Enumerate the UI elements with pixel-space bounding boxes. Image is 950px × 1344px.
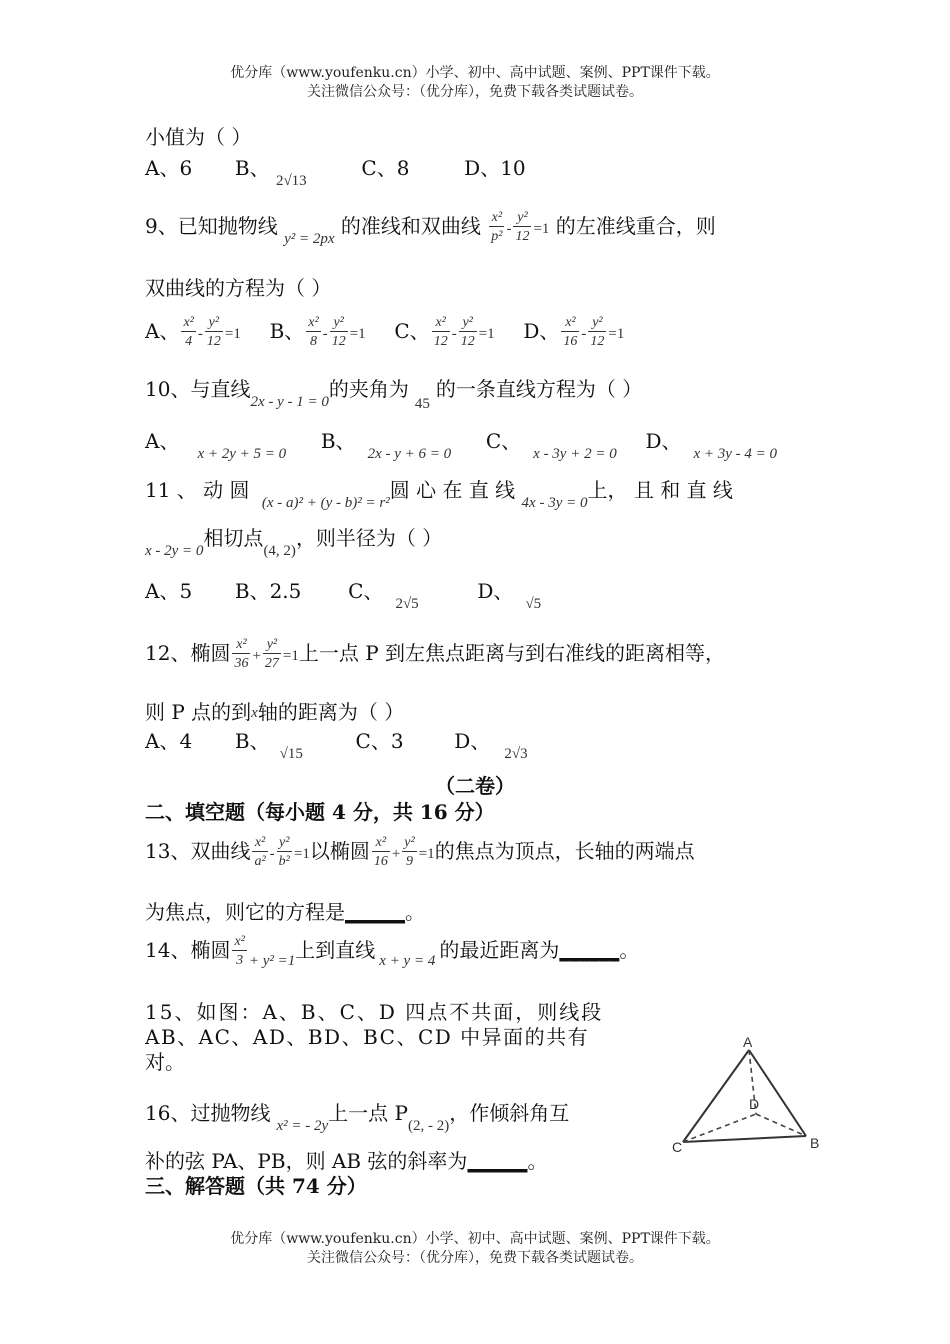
q12-rhs: =1 [282,648,299,664]
vertex-d-label: D [749,1096,760,1112]
q16-end: ，作倾斜角互 [449,1101,570,1125]
q12-option-c: C、3 [355,729,404,753]
q14-start: 14、椭圆 [145,938,231,962]
q12-end: 上一点 P 到左焦点距离与到右准线的距离相等， [298,641,726,665]
q13-mid: 以椭圆 [309,839,370,863]
q12-option-a: A、4 [145,729,193,753]
q8-option-b-math: 2√13 [275,173,307,189]
q9-options [145,314,624,351]
q12-line2-b: 轴的距离为（ ） [257,700,405,724]
q13-stem: 13、双曲线 $\frac{\text{x²}}{\text{a²}}$ - $\frac{\text{y²}}{\text{b²}}$ =1以椭圆 $\frac{\text{x²}}{16}$ + $\frac{\text{y²}}{9}$ =1的焦点为顶点，长轴的两端点 [145,835,695,869]
q12-frac-2: $\frac{\text{y²}}{27}$ [264,637,279,671]
q12-option-d-label: D、 [454,729,491,753]
q14-line: x + y = 4 [379,953,436,969]
q16-point: (2, - 2) [407,1118,450,1134]
edge-ab [749,1050,806,1136]
q9-mid: 的准线和双曲线 [340,214,481,238]
q11-line2-text1: 相切点 [203,526,264,550]
q13-hyperbola-frac-2: $\frac{\text{y²}}{\text{b²}}$ [278,835,290,869]
q13-ellipse-rhs: =1 [418,846,435,862]
q13-hyperbola-rhs: =1 [293,846,310,862]
q13-answer-blank: ______ [345,900,405,924]
tetrahedron-figure [668,1032,828,1168]
q9-option-c: C、 $\frac{\text{x²}}{12}$ - $\frac{\text{y²}}{12}$ =1 [394,315,495,349]
q8-options [145,152,526,189]
q13-ellipse-frac-1: $\frac{\text{x²}}{16}$ [373,835,388,869]
q14-stem [145,933,639,970]
section-3-title: 三、解答题（共 74 分） [145,1174,367,1198]
vertex-b-label: B [810,1135,820,1151]
q9-option-a: A、 $\frac{\text{x²}}{4}$ - $\frac{\text{y²}}{12}$ =1 [145,315,241,349]
q14-tail: + y² =1 [248,953,296,969]
q16-answer-blank: ______ [467,1149,528,1173]
q11-options [145,575,542,612]
q8-option-b-label: B、 [234,156,270,180]
q16-parabola: x² = - 2y [276,1118,329,1134]
q10-option-a-label: A、 [145,429,180,453]
q12-line2-a: 则 P 点的到 [145,700,252,724]
q9-hyperbola-rhs: =1 [533,221,550,237]
q12-frac-1: $\frac{\text{x²}}{36}$ [234,637,249,671]
q11-line2-text2: ，则半径为（ ） [295,526,443,550]
q9-start: 9、已知抛物线 [145,214,278,238]
header-line-2: 关注微信公众号：（优分库），免费下载各类试题试卷。 [307,84,643,100]
q10-options [145,425,778,462]
q10-option-c-label: C、 [485,429,522,453]
q11-end: 上， 且 和 直 线 [587,478,733,502]
q11-line: 4x - 3y = 0 [521,495,588,511]
footer-line-1: 优分库（www.youfenku.cn）小学、初中、高中试题、案例、PPT课件下载。 [230,1231,720,1247]
page-footer [0,1230,950,1268]
q11-start: 11 、 动 圆 [145,478,250,502]
q14-mid: 上到直线 [295,938,376,962]
q9-line2: 双曲线的方程为（ ） [145,276,332,300]
q16-mid: 上一点 P [328,1101,408,1125]
q12-option-d-math: 2√3 [504,746,528,762]
q16-stem [145,1097,570,1134]
part-two-heading: （二卷） [435,774,515,798]
q13-line2-text: 为焦点，则它的方程是 [145,900,345,924]
q14-answer-blank: ______ [559,938,620,962]
q11-option-d-label: D、 [477,579,514,603]
q9-stem: 9、已知抛物线 $_{y^2 = 2px}$ 的准线和双曲线 $\frac{\text{x²}}{\text{p²}}$ - $\frac{\text{y²}}{12}$ =1 的左准线重合，则 [145,210,716,247]
q10-start: 10、与直线 [145,377,251,401]
q9-option-d: D、 $\frac{\text{x²}}{16}$ - $\frac{\text{y²}}{12}$ =1 [523,315,625,349]
q12-option-b-label: B、 [234,729,270,753]
q13-line2-end: 。 [405,900,425,924]
q10-option-b-label: B、 [320,429,356,453]
q8-tail: 小值为（ ） [145,125,252,149]
header-line-1: 优分库（www.youfenku.cn）小学、初中、高中试题、案例、PPT课件下载。 [230,65,720,81]
vertex-c-label: C [672,1139,683,1155]
q11-mid: 圆 心 在 直 线 [389,478,516,502]
q13-line2 [145,896,425,925]
vertex-a-label: A [743,1034,753,1050]
q9-option-b: B、 $\frac{\text{x²}}{8}$ - $\frac{\text{y²}}{12}$ =1 [269,315,366,349]
edge-cb [683,1136,806,1142]
q12-start: 12、椭圆 [145,641,231,665]
q10-option-c-math: x - 3y + 2 = 0 [533,446,617,462]
q11-point: (4, 2) [263,543,296,559]
q13-end: 的焦点为顶点，长轴的两端点 [434,839,695,863]
q14-end: 的最近距离为 [439,938,560,962]
q10-mid: 的夹角为 [328,377,409,401]
q8-option-d: D、10 [464,156,526,180]
q13-hyperbola-frac-1: $\frac{\text{x²}}{\text{a²}}$ [254,835,266,869]
q15-line-1: 15、如图：A、B、C、D 四点不共面，则线段 [145,1000,604,1024]
q15-line-2: AB、AC、AD、BD、BC、CD 中异面的共有 [145,1025,590,1049]
q10-stem [145,373,643,412]
footer-line-2: 关注微信公众号：（优分库），免费下载各类试题试卷。 [307,1250,643,1266]
q11-stem [145,474,733,511]
q11-option-d-math: √5 [525,596,542,612]
q14-frac: $\frac{\text{x²}}{3}$ [234,934,245,968]
q10-line: 2x - y - 1 = 0 [250,394,329,410]
q13-start: 13、双曲线 [145,839,251,863]
q16-start: 16、过抛物线 [145,1101,271,1125]
q9-end: 的左准线重合，则 [555,214,716,238]
q9-parabola: y² = 2px [284,231,335,247]
q13-ellipse-frac-2: $\frac{\text{y²}}{9}$ [404,835,415,869]
q9-hyperbola-frac-2: $\frac{\text{y²}}{12}$ [515,210,530,244]
q12-x-axis: x [251,705,258,721]
q12-line2 [145,696,404,725]
q10-option-b-math: 2x - y + 6 = 0 [367,446,452,462]
q16-line2-end: 。 [527,1149,548,1173]
q16-line2-text: 补的弦 PA、PB，则 AB 弦的斜率为 [145,1149,468,1173]
section-2-title: 二、填空题（每小题 4 分，共 16 分） [145,800,495,824]
q8-option-c: C、8 [361,156,410,180]
page-header [0,64,950,102]
q15-line-3: 对。 [145,1050,185,1074]
q11-option-a: A、5 [145,579,193,603]
q10-option-a-math: x + 2y + 5 = 0 [197,446,287,462]
q14-end2: 。 [619,938,640,962]
q10-end: 的一条直线方程为（ ） [435,377,643,401]
q10-option-d-label: D、 [645,429,682,453]
q12-option-b-math: √15 [279,746,303,762]
q10-option-d-math: x + 3y - 4 = 0 [693,446,778,462]
q11-option-c-label: C、 [348,579,384,603]
q11-option-c-math: 2√5 [395,596,419,612]
q12-stem: 12、椭圆 $\frac{\text{x²}}{36}$ + $\frac{\text{y²}}{27}$ =1上一点 P 到左焦点距离与到右准线的距离相等， [145,637,726,671]
edge-ac [683,1050,749,1142]
q11-line2 [145,522,443,559]
q11-option-b: B、2.5 [234,579,302,603]
q8-option-a: A、6 [145,156,193,180]
q9-hyperbola-frac-1: $\frac{\text{x²}}{\text{p²}}$ [491,210,503,244]
q11-circle: (x - a)² + (y - b)² = r² [261,495,390,511]
q10-angle: 45 [414,396,430,412]
q12-options [145,725,528,762]
q11-tangent-line: x - 2y = 0 [145,543,204,559]
